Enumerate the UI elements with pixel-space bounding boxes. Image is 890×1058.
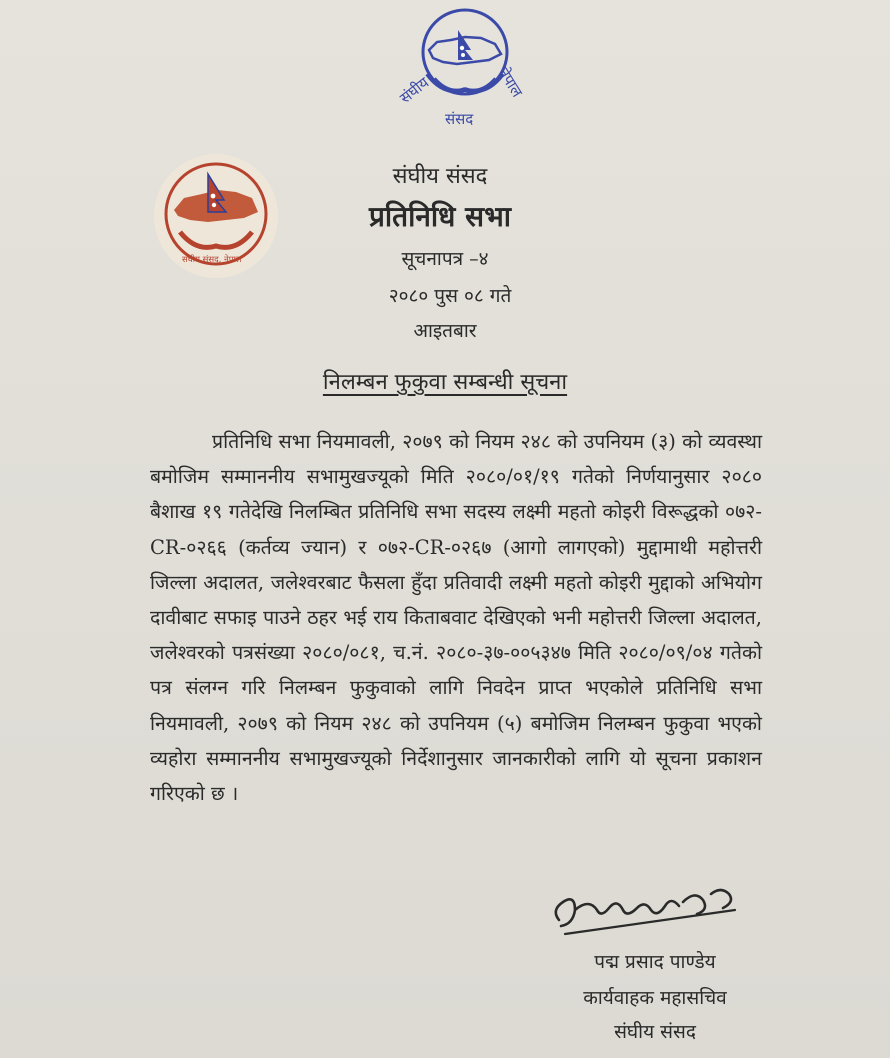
- signatory-name: पद्म प्रसाद पाण्डेय: [594, 951, 716, 973]
- signatory-org: संघीय संसद: [614, 1021, 696, 1043]
- seal-text: संघीय संसद, नेपाल: [182, 255, 242, 265]
- emblem-text-left: संघीय: [396, 73, 433, 108]
- house-title: प्रतिनिधि सभा: [368, 200, 512, 233]
- emblem-text-bottom: संसद: [445, 110, 474, 128]
- notice-day: आइतबार: [413, 320, 477, 342]
- parliament-emblem-icon: [385, 4, 545, 134]
- signature-icon: [545, 880, 745, 950]
- parliament-title: संघीय संसद: [392, 164, 488, 189]
- emblem-text-right: नेपाल: [494, 64, 527, 101]
- signatory-title: कार्यवाहक महासचिव: [583, 987, 727, 1009]
- notice-body: प्रतिनिधि सभा नियमावली, २०७९ को नियम २४८ को उपनियम (३) को व्यवस्था बमोजिम सम्माननीय सभामुखज्यूको मिति २०८०/०१/१९ गतेको निर्णयानुसार २०८० बैशाख १९ गतेदेखि निलम्बित प्रतिनिधि सभा सदस्य लक्ष्मी महतो कोइरी विरूद्धको ०७२-CR-०२६६ (कर्तव्य ज्यान) र ०७२-CR-०२६७ (आगो लागएको) मुद्दामाथी महोत्तरी जिल्ला अदालत, जलेश्वरबाट फैसला हुँदा प्रतिवादी लक्ष्मी महतो कोइरी मुद्दाको अभियोग दावीबाट सफाइ पाउने ठहर भई राय किताबवाट देखिएको भनी महोत्तरी जिल्ला अदालत, जलेश्वरको पत्रसंख्या २०८०/०८१, च.नं. २०८०-३७-००५३४७ मिति २०८०/०९/०४ गतेको पत्र संलग्न गरि निलम्बन फुकुवाको लागि निवदेन प्राप्त भएकोले प्रतिनिधि सभा नियमावली, २०७९ को नियम २४८ को उपनियम (५) बमोजिम निलम्बन फुकुवा भएको व्यहोरा सम्माननीय सभामुखज्यूको निर्देशानुसार जानकारीको लागि यो सूचना प्रकाशन गरिएको छ ।: [150, 430, 762, 806]
- subject-text: निलम्बन फुकुवा सम्बन्धी सूचना: [322, 370, 568, 395]
- notice-number: सूचनापत्र –४: [401, 248, 489, 270]
- notice-date: २०८० पुस ०८ गते: [388, 285, 512, 307]
- notice-subject: [0, 366, 890, 396]
